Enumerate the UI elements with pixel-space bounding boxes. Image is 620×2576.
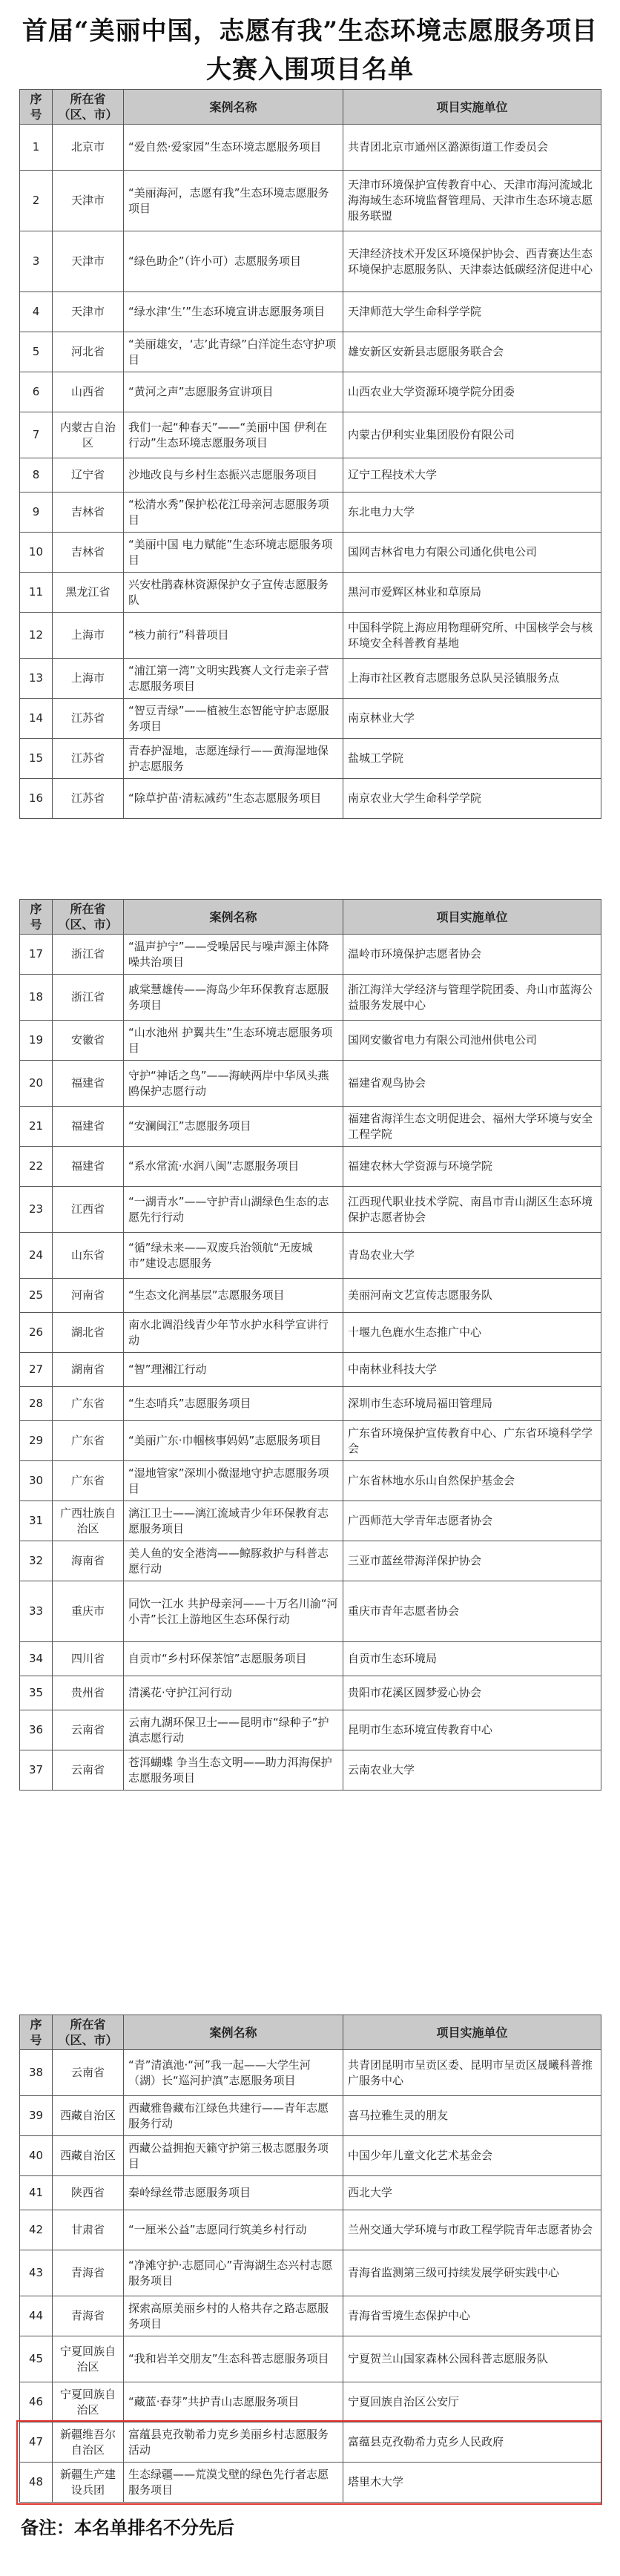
table-row: [20, 1750, 601, 1791]
row-number: 11: [20, 573, 53, 613]
table-row: [20, 171, 601, 231]
row-number: 3: [20, 231, 53, 292]
row-province: 河南省: [53, 1279, 124, 1313]
row-organization: 中国少年儿童文化艺术基金会: [343, 2136, 601, 2176]
row-organization: 南京林业大学: [343, 699, 601, 739]
table-row: [20, 458, 601, 493]
row-organization: 青海省雪境生态保护中心: [343, 2296, 601, 2336]
row-organization: 福建省观鸟协会: [343, 1061, 601, 1107]
table-row: [20, 779, 601, 819]
row-number: 35: [20, 1676, 53, 1710]
row-number: 7: [20, 412, 53, 458]
row-organization: 广东省林地水乐山自然保护基金会: [343, 1461, 601, 1501]
row-case-name: “智豆青绿”——植被生态智能守护志愿服务项目: [124, 699, 343, 739]
row-number: 47: [20, 2422, 53, 2463]
row-case-name: “松清水秀”保护松花江母亲河志愿服务项目: [124, 493, 343, 533]
table-row: [20, 2096, 601, 2136]
row-organization: 重庆市青年志愿者协会: [343, 1581, 601, 1642]
row-province: 天津市: [53, 292, 124, 332]
row-province: 广东省: [53, 1461, 124, 1501]
row-province: 黑龙江省: [53, 573, 124, 613]
row-organization: 内蒙古伊利实业集团股份有限公司: [343, 412, 601, 458]
header-org: 项目实施单位: [343, 2015, 601, 2050]
table-row: [20, 935, 601, 975]
row-number: 29: [20, 1421, 53, 1461]
row-number: 14: [20, 699, 53, 739]
row-case-name: “循”绿未来——双废兵治领航“无废城市”建设志愿服务: [124, 1233, 343, 1279]
table-row: [20, 2250, 601, 2296]
row-organization: 广西师范大学青年志愿者协会: [343, 1501, 601, 1541]
row-case-name: 自贡市“乡村环保茶馆”志愿服务项目: [124, 1642, 343, 1676]
row-province: 浙江省: [53, 975, 124, 1021]
row-number: 2: [20, 171, 53, 231]
row-case-name: “温声护宁”——受噪居民与噪声源主体降噪共治项目: [124, 935, 343, 975]
table-row: [20, 292, 601, 332]
row-case-name: “除草护苗·清耘减药”生态志愿服务项目: [124, 779, 343, 819]
row-organization: 宁夏回族自治区公安厅: [343, 2382, 601, 2422]
highlight-box: [16, 2420, 602, 2505]
row-case-name: “爱自然·爱家园”生态环境志愿服务项目: [124, 125, 343, 171]
row-organization: 广东省环境保护宣传教育中心、广东省环境科学学会: [343, 1421, 601, 1461]
row-organization: 福建农林大学资源与环境学院: [343, 1147, 601, 1187]
header-case: 案例名称: [124, 90, 343, 125]
table-row: [20, 533, 601, 573]
row-case-name: “我和岩羊交朋友”生态科普志愿服务项目: [124, 2336, 343, 2382]
row-organization: 三亚市蓝丝带海洋保护协会: [343, 1541, 601, 1581]
row-organization: 深圳市生态环境局福田管理局: [343, 1387, 601, 1421]
row-province: 广西壮族自治区: [53, 1501, 124, 1541]
row-case-name: “美丽中国 电力赋能”生态环境志愿服务项目: [124, 533, 343, 573]
row-organization: 盐城工学院: [343, 739, 601, 779]
row-organization: 国网吉林省电力有限公司通化供电公司: [343, 533, 601, 573]
row-province: 云南省: [53, 2050, 124, 2096]
row-province: 浙江省: [53, 935, 124, 975]
row-province: 江苏省: [53, 739, 124, 779]
header-no: 序号: [20, 2015, 53, 2050]
table-row: [20, 1107, 601, 1147]
row-province: 宁夏回族自治区: [53, 2336, 124, 2382]
row-province: 福建省: [53, 1107, 124, 1147]
table-row: [20, 1187, 601, 1233]
row-number: 37: [20, 1750, 53, 1791]
row-number: 32: [20, 1541, 53, 1581]
header-province: 所在省（区、市）: [53, 900, 124, 935]
row-case-name: “系水常流·水润八闽”志愿服务项目: [124, 1147, 343, 1187]
row-case-name: 同饮一江水 共护母亲河——十万名川渝“河小青”长江上游地区生态环保行动: [124, 1581, 343, 1642]
row-number: 8: [20, 458, 53, 493]
row-organization: 辽宁工程技术大学: [343, 458, 601, 493]
row-number: 30: [20, 1461, 53, 1501]
row-province: 海南省: [53, 1541, 124, 1581]
row-province: 福建省: [53, 1061, 124, 1107]
table-row: [20, 2336, 601, 2382]
row-case-name: 秦岭绿丝带志愿服务项目: [124, 2176, 343, 2210]
row-number: 24: [20, 1233, 53, 1279]
row-number: 1: [20, 125, 53, 171]
table-row: [20, 1021, 601, 1061]
row-organization: 喜马拉雅生灵的朋友: [343, 2096, 601, 2136]
row-number: 23: [20, 1187, 53, 1233]
row-number: 25: [20, 1279, 53, 1313]
row-organization: 共青团昆明市呈贡区委、昆明市呈贡区晟曦科普推广服务中心: [343, 2050, 601, 2096]
row-province: 西藏自治区: [53, 2096, 124, 2136]
row-organization: 共青团北京市通州区潞源街道工作委员会: [343, 125, 601, 171]
row-number: 45: [20, 2336, 53, 2382]
row-organization: 温岭市环境保护志愿者协会: [343, 935, 601, 975]
row-province: 云南省: [53, 1750, 124, 1791]
row-case-name: “绿水津‘生’”生态环境宣讲志愿服务项目: [124, 292, 343, 332]
row-case-name: “一湖青水”——守护青山湖绿色生态的志愿先行行动: [124, 1187, 343, 1233]
row-number: 42: [20, 2210, 53, 2250]
table-row: [20, 739, 601, 779]
row-case-name: 清溪花·守护江河行动: [124, 1676, 343, 1710]
row-case-name: 我们一起“种春天”——“美丽中国 伊利在行动”生态环境志愿服务项目: [124, 412, 343, 458]
row-number: 38: [20, 2050, 53, 2096]
row-organization: 昆明市生态环境宣传教育中心: [343, 1710, 601, 1750]
footnote: 备注：本名单排名不分先后: [21, 2517, 234, 2538]
row-case-name: “绿色助企”（许小可）志愿服务项目: [124, 231, 343, 292]
project-table-part1: [19, 89, 601, 819]
row-number: 19: [20, 1021, 53, 1061]
table-row: [20, 372, 601, 412]
row-organization: 中国科学院上海应用物理研究所、中国核学会与核环境安全科普教育基地: [343, 613, 601, 659]
table-row: [20, 2050, 601, 2096]
row-number: 39: [20, 2096, 53, 2136]
header-province: 所在省（区、市）: [53, 2015, 124, 2050]
table-row: [20, 659, 601, 699]
table-row: [20, 1233, 601, 1279]
row-case-name: 戚棠慧雄传——海岛少年环保教育志愿服务项目: [124, 975, 343, 1021]
table-row: [20, 2136, 601, 2176]
table-row: [20, 332, 601, 372]
row-province: 上海市: [53, 659, 124, 699]
row-province: 安徽省: [53, 1021, 124, 1061]
row-province: 吉林省: [53, 493, 124, 533]
row-number: 4: [20, 292, 53, 332]
row-organization: 天津经济技术开发区环境保护协会、西青赛达生态环境保护志愿服务队、天津泰达低碳经济促进中心: [343, 231, 601, 292]
row-case-name: “生态哨兵”志愿服务项目: [124, 1387, 343, 1421]
table-row: [20, 1387, 601, 1421]
row-organization: 塔里木大学: [343, 2463, 601, 2503]
table-row: [20, 1353, 601, 1387]
row-case-name: “生态文化润基层”志愿服务项目: [124, 1279, 343, 1313]
row-province: 福建省: [53, 1147, 124, 1187]
row-case-name: 苍洱蝴蝶 争当生态文明——助力洱海保护志愿服务项目: [124, 1750, 343, 1791]
row-number: 41: [20, 2176, 53, 2210]
row-province: 新疆维吾尔自治区: [53, 2422, 124, 2463]
row-number: 27: [20, 1353, 53, 1387]
row-case-name: 云南九湖环保卫士——昆明市“绿种子”护滇志愿行动: [124, 1710, 343, 1750]
row-province: 甘肃省: [53, 2210, 124, 2250]
table-row: [20, 1501, 601, 1541]
row-case-name: “美丽广东·巾帼核事妈妈”志愿服务项目: [124, 1421, 343, 1461]
header-org: 项目实施单位: [343, 900, 601, 935]
table-row: [20, 613, 601, 659]
row-case-name: 兴安杜鹃森林资源保护女子宣传志愿服务队: [124, 573, 343, 613]
row-province: 吉林省: [53, 533, 124, 573]
row-province: 河北省: [53, 332, 124, 372]
row-number: 26: [20, 1313, 53, 1353]
row-case-name: “一厘米公益”志愿同行筑美乡村行动: [124, 2210, 343, 2250]
row-province: 山西省: [53, 372, 124, 412]
row-province: 重庆市: [53, 1581, 124, 1642]
row-number: 48: [20, 2463, 53, 2503]
row-province: 北京市: [53, 125, 124, 171]
row-organization: 天津师范大学生命科学学院: [343, 292, 601, 332]
row-province: 天津市: [53, 171, 124, 231]
table-row: [20, 1421, 601, 1461]
row-case-name: 西藏雅鲁藏布江绿色共建行——青年志愿服务行动: [124, 2096, 343, 2136]
row-case-name: “藏蓝·春芽”共护青山志愿服务项目: [124, 2382, 343, 2422]
row-number: 5: [20, 332, 53, 372]
row-organization: 东北电力大学: [343, 493, 601, 533]
row-organization: 雄安新区安新县志愿服务联合会: [343, 332, 601, 372]
header-no: 序号: [20, 90, 53, 125]
row-organization: 青海省监测第三级可持续发展学研实践中心: [343, 2250, 601, 2296]
row-province: 青海省: [53, 2250, 124, 2296]
row-organization: 国网安徽省电力有限公司池州供电公司: [343, 1021, 601, 1061]
row-province: 四川省: [53, 1642, 124, 1676]
row-number: 46: [20, 2382, 53, 2422]
header-case: 案例名称: [124, 2015, 343, 2050]
row-organization: 兰州交通大学环境与市政工程学院青年志愿者协会: [343, 2210, 601, 2250]
row-case-name: “安澜闽江”志愿服务项目: [124, 1107, 343, 1147]
table-row: [20, 2296, 601, 2336]
row-organization: 宁夏贺兰山国家森林公园科普志愿服务队: [343, 2336, 601, 2382]
header-no: 序号: [20, 900, 53, 935]
table-row: [20, 699, 601, 739]
row-organization: 富蕴县克孜勒希力克乡人民政府: [343, 2422, 601, 2463]
row-organization: 江西现代职业技术学院、南昌市青山湖区生态环境保护志愿者协会: [343, 1187, 601, 1233]
table-row: [20, 1061, 601, 1107]
row-number: 18: [20, 975, 53, 1021]
row-case-name: 美人鱼的安全港湾——鲸豚救护与科普志愿行动: [124, 1541, 343, 1581]
table-row: [20, 1642, 601, 1676]
row-number: 21: [20, 1107, 53, 1147]
row-case-name: 富蕴县克孜勒希力克乡美丽乡村志愿服务活动: [124, 2422, 343, 2463]
row-province: 湖北省: [53, 1313, 124, 1353]
row-number: 9: [20, 493, 53, 533]
row-organization: 上海市社区教育志愿服务总队吴泾镇服务点: [343, 659, 601, 699]
row-organization: 南京农业大学生命科学学院: [343, 779, 601, 819]
row-number: 44: [20, 2296, 53, 2336]
row-number: 28: [20, 1387, 53, 1421]
row-case-name: “湿地管家”深圳小微湿地守护志愿服务项目: [124, 1461, 343, 1501]
row-number: 20: [20, 1061, 53, 1107]
row-organization: 贵阳市花溪区圆梦爱心协会: [343, 1676, 601, 1710]
row-number: 33: [20, 1581, 53, 1642]
project-table-part2: [19, 899, 601, 1791]
row-case-name: 探索高原美丽乡村的人格共存之路志愿服务项目: [124, 2296, 343, 2336]
row-case-name: “智”理湘江行动: [124, 1353, 343, 1387]
table-row: [20, 1676, 601, 1710]
table-row: [20, 231, 601, 292]
row-case-name: 南水北调沿线青少年节水护水科学宣讲行动: [124, 1313, 343, 1353]
row-province: 江苏省: [53, 699, 124, 739]
row-province: 贵州省: [53, 1676, 124, 1710]
table-row: [20, 2210, 601, 2250]
row-province: 新疆生产建设兵团: [53, 2463, 124, 2503]
row-organization: 西北大学: [343, 2176, 601, 2210]
row-case-name: “核力前行”科普项目: [124, 613, 343, 659]
row-case-name: “青”清滇池·“河”我一起——大学生河（湖）长“巡河护滇”志愿服务项目: [124, 2050, 343, 2096]
row-number: 13: [20, 659, 53, 699]
row-province: 天津市: [53, 231, 124, 292]
row-province: 辽宁省: [53, 458, 124, 493]
row-province: 青海省: [53, 2296, 124, 2336]
table-row: [20, 1147, 601, 1187]
page-title: 首届“美丽中国，志愿有我”生态环境志愿服务项目: [22, 16, 598, 46]
table-row: [20, 2176, 601, 2210]
row-number: 43: [20, 2250, 53, 2296]
row-province: 广东省: [53, 1387, 124, 1421]
table-row: [20, 1279, 601, 1313]
row-number: 40: [20, 2136, 53, 2176]
row-number: 15: [20, 739, 53, 779]
table-row: [20, 975, 601, 1021]
row-case-name: 沙地改良与乡村生态振兴志愿服务项目: [124, 458, 343, 493]
table-row: [20, 125, 601, 171]
row-case-name: 西藏公益拥抱天籁守护第三极志愿服务项目: [124, 2136, 343, 2176]
row-organization: 黑河市爱辉区林业和草原局: [343, 573, 601, 613]
row-case-name: “黄河之声”志愿服务宣讲项目: [124, 372, 343, 412]
row-case-name: 守护“神话之鸟”——海峡两岸中华凤头燕鸥保护志愿行动: [124, 1061, 343, 1107]
row-number: 12: [20, 613, 53, 659]
row-organization: 自贡市生态环境局: [343, 1642, 601, 1676]
row-case-name: “净滩守护·志愿同心”青海湖生态兴村志愿服务项目: [124, 2250, 343, 2296]
table-row: [20, 1710, 601, 1750]
table-row: [20, 1541, 601, 1581]
row-number: 6: [20, 372, 53, 412]
row-organization: 福建省海洋生态文明促进会、福州大学环境与安全工程学院: [343, 1107, 601, 1147]
row-province: 陕西省: [53, 2176, 124, 2210]
row-organization: 浙江海洋大学经济与管理学院团委、舟山市蓝海公益服务发展中心: [343, 975, 601, 1021]
row-province: 湖南省: [53, 1353, 124, 1387]
row-province: 西藏自治区: [53, 2136, 124, 2176]
table-row: [20, 2382, 601, 2422]
row-organization: 美丽河南文艺宣传志愿服务队: [343, 1279, 601, 1313]
row-organization: 山西农业大学资源环境学院分团委: [343, 372, 601, 412]
row-number: 22: [20, 1147, 53, 1187]
header-province: 所在省（区、市）: [53, 90, 124, 125]
header-case: 案例名称: [124, 900, 343, 935]
table-row: [20, 573, 601, 613]
row-province: 江苏省: [53, 779, 124, 819]
table-row: [20, 493, 601, 533]
row-organization: 青岛农业大学: [343, 1233, 601, 1279]
row-province: 宁夏回族自治区: [53, 2382, 124, 2422]
row-province: 广东省: [53, 1421, 124, 1461]
row-case-name: 生态绿疆——荒漠戈壁的绿色先行者志愿服务项目: [124, 2463, 343, 2503]
row-case-name: “美丽雄安，‘志’此青绿”白洋淀生态守护项目: [124, 332, 343, 372]
row-case-name: 漓江卫士——漓江流域青少年环保教育志愿服务项目: [124, 1501, 343, 1541]
row-organization: 中南林业科技大学: [343, 1353, 601, 1387]
row-case-name: “美丽海河，志愿有我”生态环境志愿服务项目: [124, 171, 343, 231]
row-province: 江西省: [53, 1187, 124, 1233]
row-province: 山东省: [53, 1233, 124, 1279]
page-subtitle: 大赛入围项目名单: [206, 55, 414, 85]
row-number: 31: [20, 1501, 53, 1541]
table-row: [20, 1313, 601, 1353]
row-case-name: 青春护湿地，志愿连绿行——黄海湿地保护志愿服务: [124, 739, 343, 779]
row-province: 内蒙古自治区: [53, 412, 124, 458]
row-province: 上海市: [53, 613, 124, 659]
row-organization: 十堰九色鹿水生态推广中心: [343, 1313, 601, 1353]
row-number: 10: [20, 533, 53, 573]
row-case-name: “浦江第一湾”文明实践赛人文行走亲子营志愿服务项目: [124, 659, 343, 699]
table-row: [20, 412, 601, 458]
row-number: 34: [20, 1642, 53, 1676]
row-organization: 云南农业大学: [343, 1750, 601, 1791]
row-number: 17: [20, 935, 53, 975]
row-number: 16: [20, 779, 53, 819]
row-province: 云南省: [53, 1710, 124, 1750]
row-number: 36: [20, 1710, 53, 1750]
row-organization: 天津市环境保护宣传教育中心、天津市海河流域北海海域生态环境监督管理局、天津市生态环境志愿服务联盟: [343, 171, 601, 231]
row-case-name: “山水池州 护翼共生”生态环境志愿服务项目: [124, 1021, 343, 1061]
table-row: [20, 1461, 601, 1501]
header-org: 项目实施单位: [343, 90, 601, 125]
table-row: [20, 1581, 601, 1642]
